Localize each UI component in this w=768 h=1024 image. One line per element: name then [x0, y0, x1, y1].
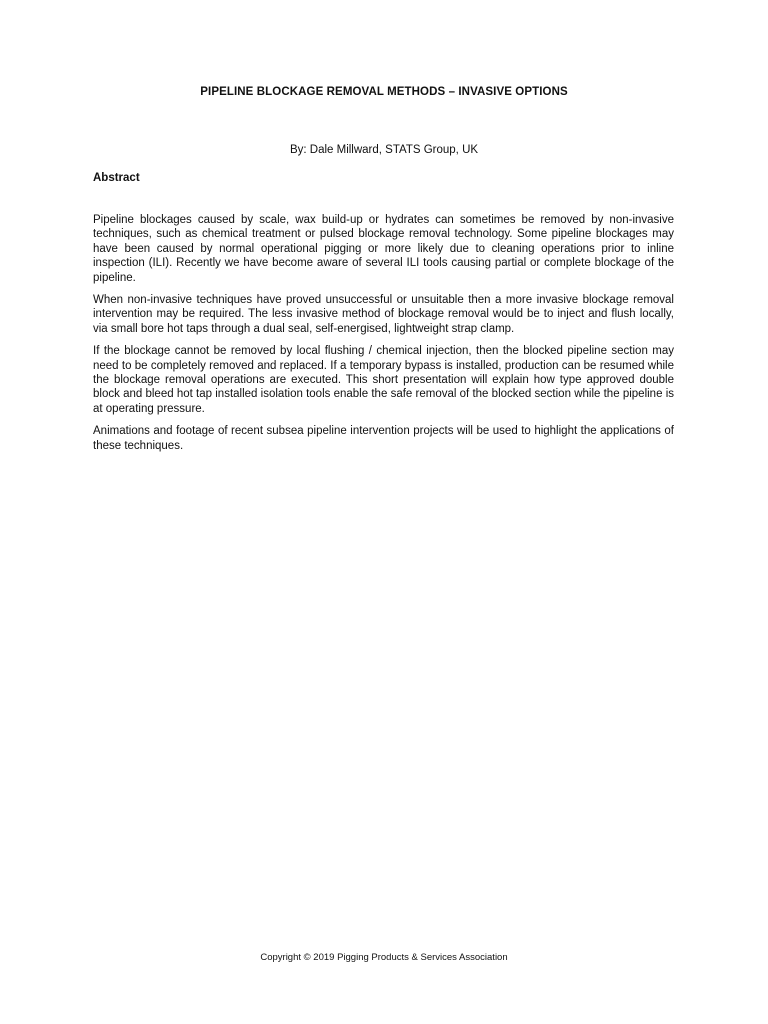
author-byline: By: Dale Millward, STATS Group, UK [289, 144, 479, 156]
abstract-paragraph-4: Animations and footage of recent subsea pipeline intervention projects will be used to highlight the applications of these techniques. [93, 425, 674, 452]
abstract-paragraph-2: When non-invasive techniques have proved unsuccessful or unsuitable then a more invasive blockage removal intervention may be required. The less invasive method of blockage removal would be to inject and flush locally, via small bore hot taps through a dual seal, self-energised, lightweight strap clamp. [93, 294, 674, 335]
abstract-body [93, 213, 674, 461]
abstract-heading: Abstract [93, 172, 140, 184]
copyright-footer: Copyright © 2019 Pigging Products & Services Association [260, 952, 508, 963]
abstract-paragraph-1: Pipeline blockages caused by scale, wax build-up or hydrates can sometimes be removed by non-invasive techniques, such as chemical treatment or pulsed blockage removal technology. Some pipeline blockages may have been caused by normal operational pigging or more likely due to cleaning operations prior to inline inspection (ILI). Recently we have become aware of several ILI tools causing partial or complete blockage of the pipeline. [93, 214, 674, 284]
document-title: PIPELINE BLOCKAGE REMOVAL METHODS – INVASIVE OPTIONS [200, 86, 568, 98]
abstract-paragraph-3: If the blockage cannot be removed by local flushing / chemical injection, then the blocked pipeline section may need to be completely removed and replaced. If a temporary bypass is installed, production can be resumed while the blockage removal operations are executed. This short presentation will explain how type approved double block and bleed hot tap installed isolation tools enable the safe removal of the blocked section while the pipeline is at operating pressure. [93, 345, 674, 415]
